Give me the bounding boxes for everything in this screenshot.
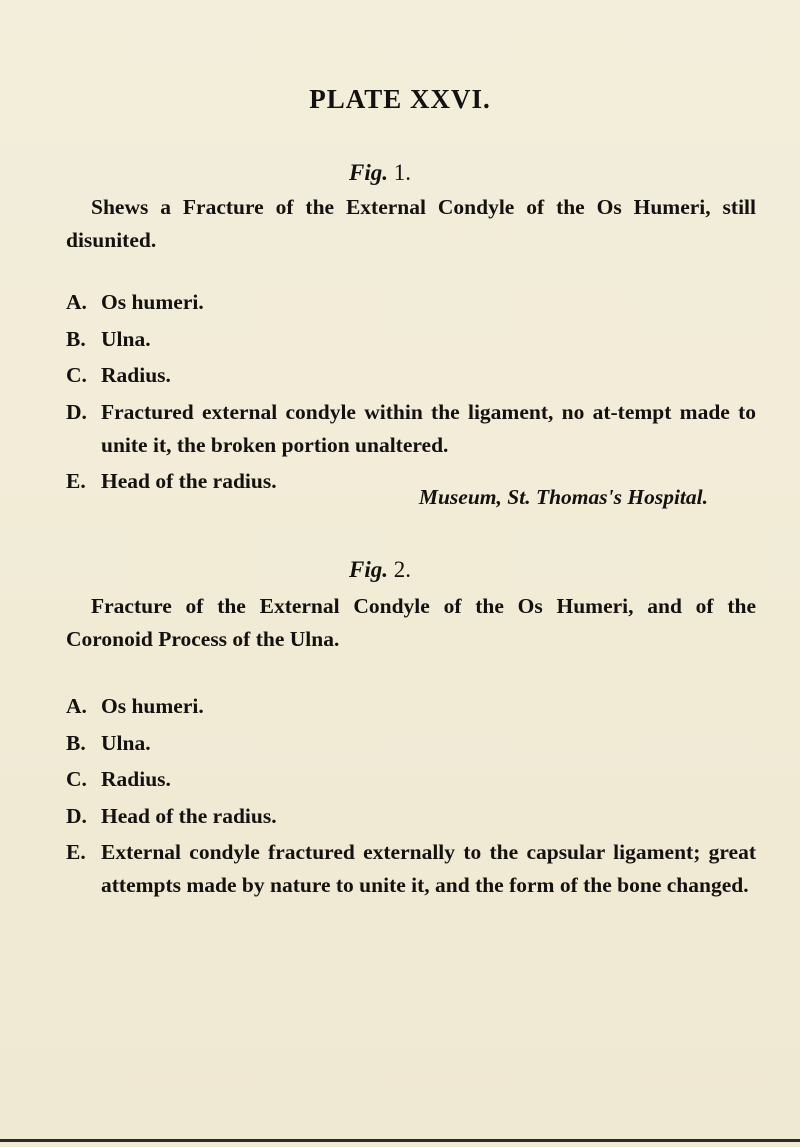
fig-1-number: 1. xyxy=(393,160,411,185)
legend-text: Ulna. xyxy=(101,730,151,755)
legend-letter: B. xyxy=(66,730,86,755)
fig-2-heading xyxy=(0,557,760,583)
fig-2-number: 2. xyxy=(393,557,411,582)
legend-item xyxy=(66,727,756,760)
fig-1-legend xyxy=(66,286,756,502)
legend-text: Os humeri. xyxy=(101,694,204,718)
legend-item xyxy=(66,836,756,902)
legend-letter: A. xyxy=(66,694,87,718)
fig-2-description: Fracture of the External Condyle of the Os Humeri, and of the Coronoid Process of the Ulna. xyxy=(66,594,756,651)
plate-title: PLATE XXVI. xyxy=(309,84,491,114)
fig-1-label: Fig. xyxy=(349,160,388,185)
legend-letter: E. xyxy=(66,469,86,493)
legend-item xyxy=(66,396,756,462)
legend-text: Head of the radius. xyxy=(101,803,277,828)
legend-text: Ulna. xyxy=(101,326,151,351)
legend-text: Os humeri. xyxy=(101,290,204,314)
legend-item xyxy=(66,359,756,392)
legend-text: External condyle fractured externally to the capsular ligament; great attempts made by nature to unite it, and the form of the bone changed. xyxy=(101,840,756,897)
fig-2-legend xyxy=(66,690,756,906)
fig-1-source: Museum, St. Thomas's Hospital. xyxy=(418,485,708,509)
legend-letter: D. xyxy=(66,399,87,424)
fig-1-description: Shews a Fracture of the External Condyle of the Os Humeri, still disunited. xyxy=(66,195,756,252)
legend-item xyxy=(66,323,756,356)
legend-letter: C. xyxy=(66,767,87,791)
fig-1-heading xyxy=(0,160,760,186)
legend-text: Radius. xyxy=(101,363,171,387)
fig-2-label: Fig. xyxy=(349,557,388,582)
legend-letter: D. xyxy=(66,803,87,828)
legend-item xyxy=(66,800,756,833)
legend-text: Head of the radius. xyxy=(101,469,277,493)
legend-item xyxy=(66,690,756,723)
legend-letter: E. xyxy=(66,840,86,864)
legend-letter: B. xyxy=(66,326,86,351)
legend-text: Fractured external condyle within the ligament, no at-tempt made to unite it, the broken portion unaltered. xyxy=(101,399,756,457)
legend-letter: A. xyxy=(66,290,87,314)
legend-text: Radius. xyxy=(101,767,171,791)
legend-item xyxy=(66,286,756,319)
legend-letter: C. xyxy=(66,363,87,387)
bottom-edge-rule xyxy=(0,1139,800,1142)
legend-item xyxy=(66,763,756,796)
